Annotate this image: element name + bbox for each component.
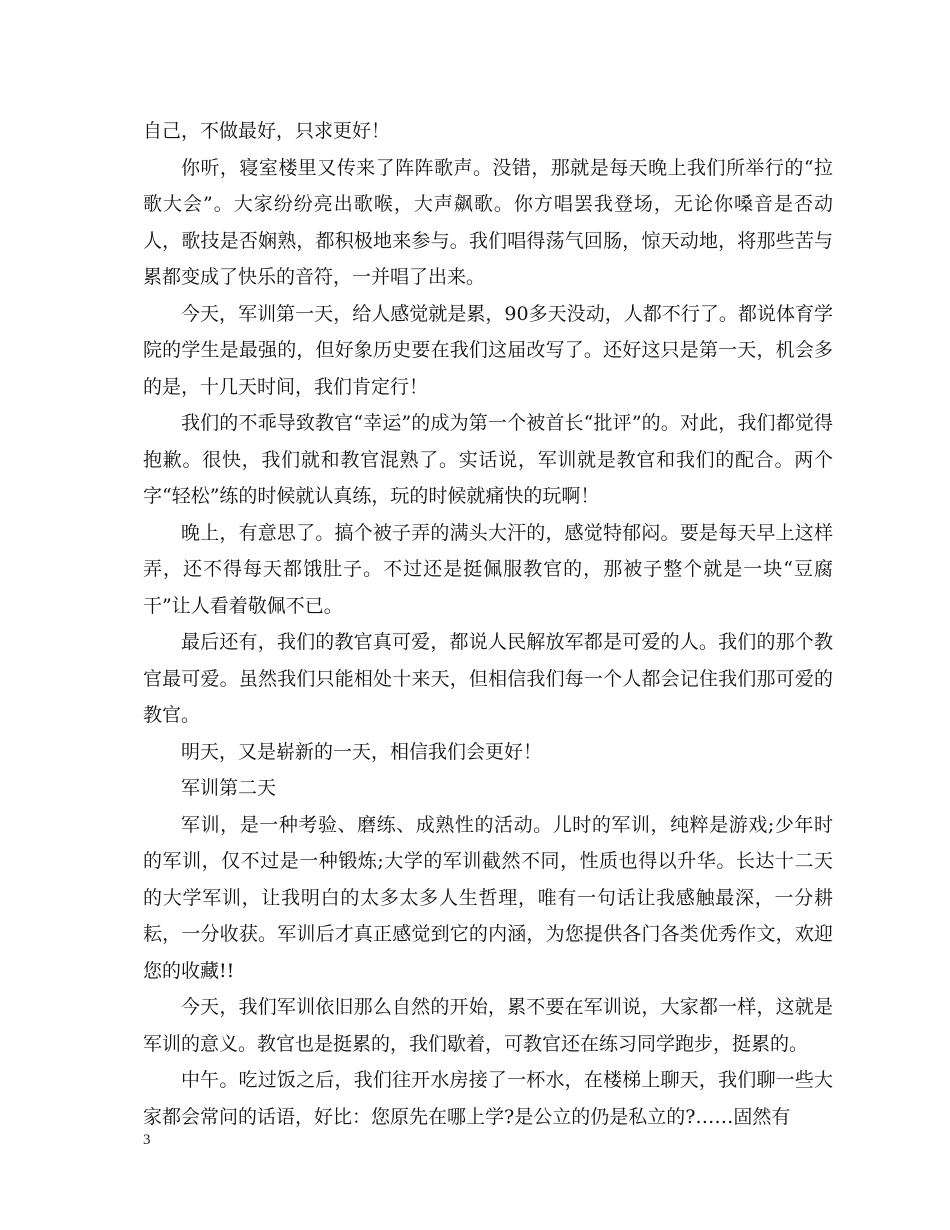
section-heading-day-two: 军训第二天 bbox=[181, 777, 277, 799]
document-body bbox=[143, 113, 833, 1135]
paragraph-continuation: 自己，不做最好，只求更好！ bbox=[143, 120, 391, 142]
paragraph-evening-quilt: 晚上，有意思了。搞个被子弄的满头大汗的，感觉特郁闷。要是每天早上这样弄，还不得每天都饿肚子。不过还是挺佩服教官的，那被子整个就是一块“豆腐干”让人看着敬佩不已。 bbox=[143, 521, 833, 617]
paragraph-singing: 你听，寝室楼里又传来了阵阵歌声。没错，那就是每天晚上我们所举行的“拉歌大会”。大家纷纷亮出歌喉，大声飙歌。你方唱罢我登场，无论你嗓音是否动人，歌技是否娴熟，都积极地来参与。我们唱得荡气回肠，惊天动地，将那些苦与累都变成了快乐的音符，一并唱了出来。 bbox=[143, 156, 833, 288]
paragraph-military-training-meaning: 军训，是一种考验、磨练、成熟性的活动。儿时的军训，纯粹是游戏;少年时的军训，仅不过是一种锻炼;大学的军训截然不同，性质也得以升华。长达十二天的大学军训，让我明白的太多太多人生哲理，唯有一句话让我感触最深，一分耕耘，一分收获。军训后才真正感觉到它的内涵，为您提供各门各类优秀作文，欢迎您的收藏!! bbox=[143, 813, 833, 982]
paragraph-lovely-instructor: 最后还有，我们的教官真可爱，都说人民解放军都是可爱的人。我们的那个教官最可爱。虽然我们只能相处十来天，但相信我们每一个人都会记住我们那可爱的教官。 bbox=[143, 631, 833, 726]
page-number: 3 bbox=[143, 1132, 151, 1148]
paragraph-today-training: 今天，我们军训依旧那么自然的开始，累不要在军训说，大家都一样，这就是军训的意义。教官也是挺累的，我们歇着，可教官还在练习同学跑步，挺累的。 bbox=[143, 996, 833, 1055]
paragraph-tomorrow: 明天，又是崭新的一天，相信我们会更好！ bbox=[181, 740, 543, 763]
paragraph-first-day: 今天，军训第一天，给人感觉就是累，90多天没动，人都不行了。都说体育学院的学生是最强的，但好象历史要在我们这届改写了。还好这只是第一天，机会多的是，十几天时间，我们肯定行！ bbox=[143, 302, 833, 398]
paragraph-instructor-criticized: 我们的不乖导致教官“幸运”的成为第一个被首长“批评”的。对此，我们都觉得抱歉。很快，我们就和教官混熟了。实话说，军训就是教官和我们的配合。两个字“轻松”练的时候就认真练，玩的时候就痛快的玩啊！ bbox=[143, 412, 833, 507]
paragraph-noon-chat: 中午。吃过饭之后，我们往开水房接了一杯水，在楼梯上聊天，我们聊一些大家都会常问的话语，好比：您原先在哪上学?是公立的仍是私立的?……固然有 bbox=[143, 1069, 833, 1128]
